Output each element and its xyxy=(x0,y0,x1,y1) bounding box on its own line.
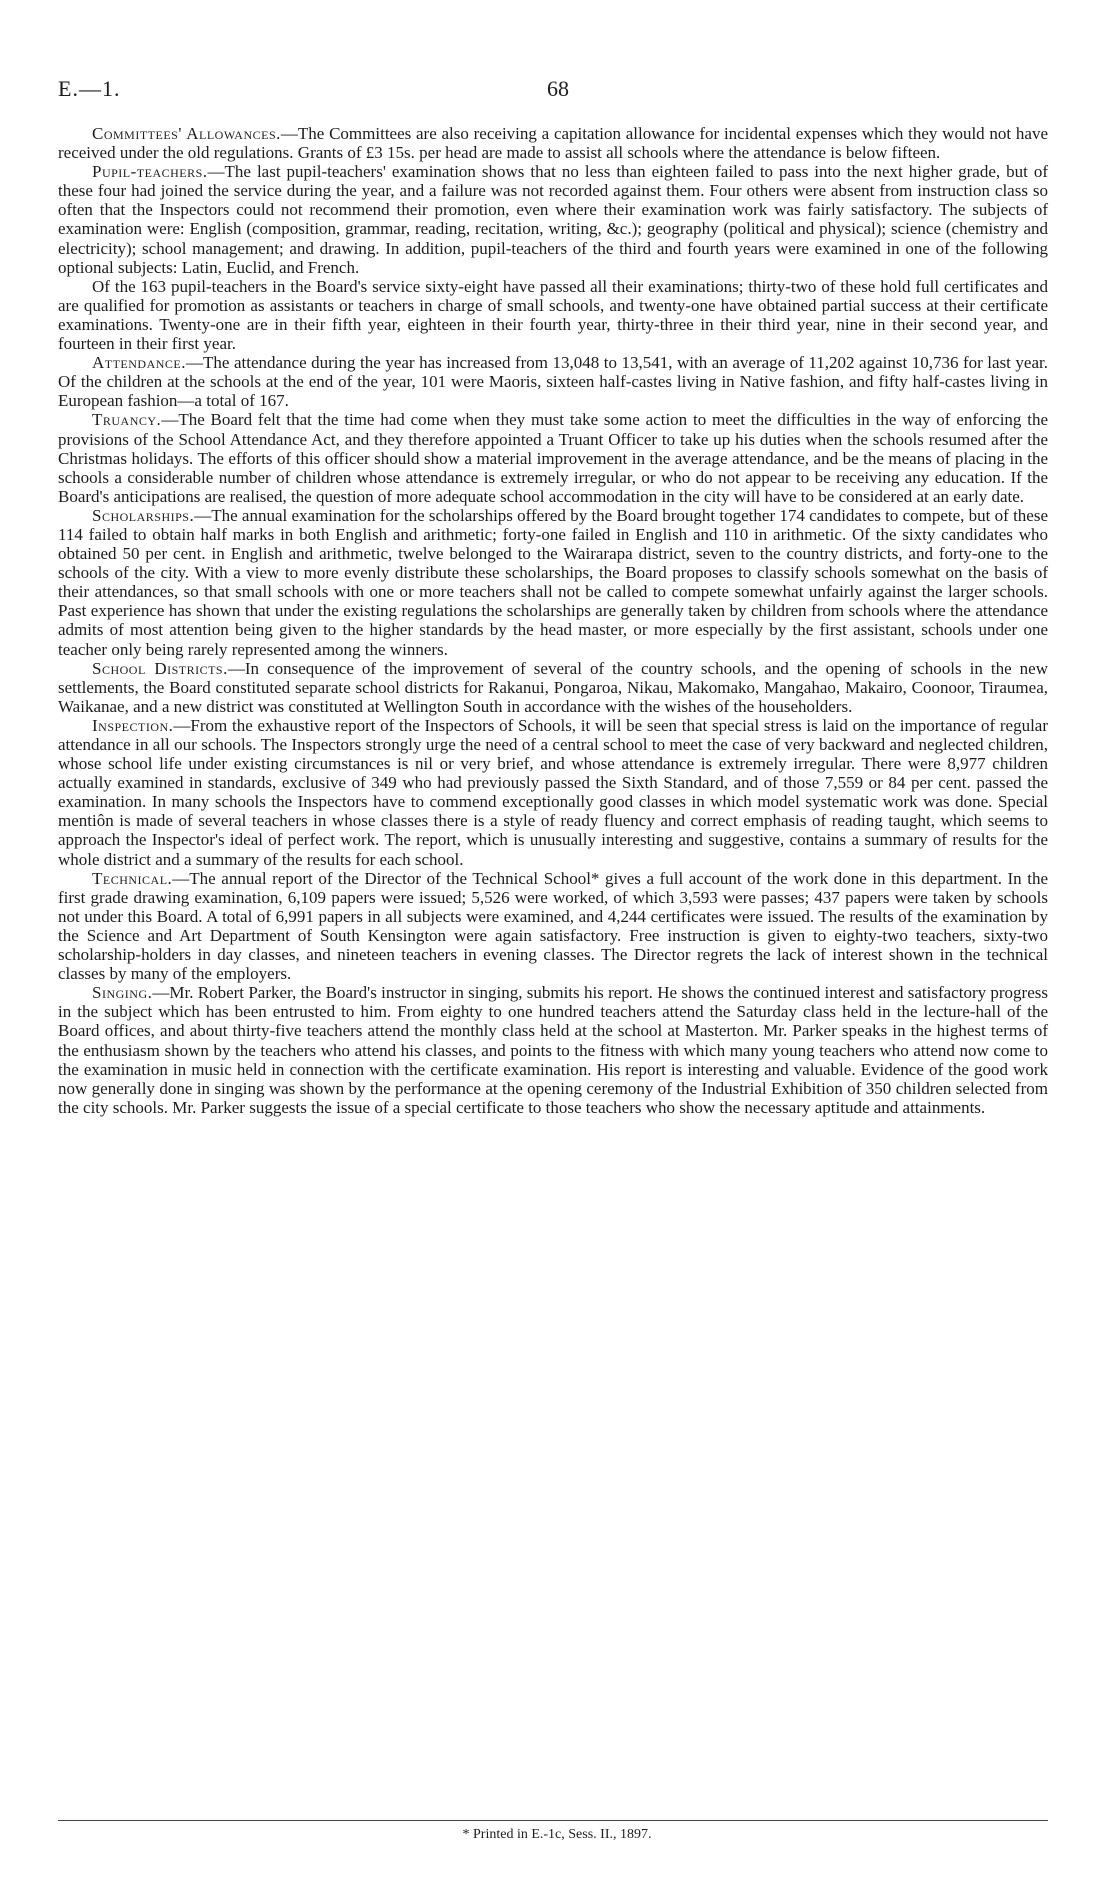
paragraph-text: —The attendance during the year has increased from 13,048 to 13,541, with an average of 11,202 against 10,736 for last year. Of the children at the schools at the end of the year, 101 were Maoris, sixteen half-castes living in Native fashion, and fifty half-castes living in European fashion—a total of 167. xyxy=(58,353,1048,411)
paragraph-heading: Scholarships. xyxy=(92,505,195,525)
paragraph-committees-allowances xyxy=(58,124,1048,162)
body-text xyxy=(58,124,1048,1117)
footnote-divider xyxy=(58,1820,1048,1821)
paragraph-heading: Singing. xyxy=(92,983,153,1003)
paragraph-heading: Inspection. xyxy=(92,715,174,735)
paragraph-heading: Attendance. xyxy=(92,353,187,373)
paragraph-text: —Mr. Robert Parker, the Board's instructor in singing, submits his report. He shows the continued interest and satisfactory progress in the subject which has been entrusted to him. From eighty to one hundred teachers attend the Saturday class held in the lecture-hall of the Board offices, and about thirty-five teachers attend the monthly class held at the school at Masterton. Mr. Parker speaks in the highest terms of the enthusiasm shown by the teachers who attend his classes, and points to the fitness with which many young teachers who attend now come to the examination in music held in connection with the certificate examination. His report is interesting and valuable. Evidence of the good work now generally done in singing was shown by the performance at the opening ceremony of the Industrial Exhibition of 350 children selected from the city schools. Mr. Parker suggests the issue of a special certificate to those teachers who show the necessary aptitude and attainments. xyxy=(58,983,1048,1117)
document-reference: E.—1. xyxy=(58,76,121,101)
paragraph-singing xyxy=(58,983,1048,1117)
paragraph-heading: Truancy. xyxy=(92,410,162,430)
paragraph-text: —The annual report of the Director of the Technical School* gives a full account of the work done in this department. In the first grade drawing examination, 6,109 papers were issued; 5,526 were worked, of which 3,593 were passes; 437 papers were taken by schools not under this Board. A total of 6,991 papers in all subjects were examined, and 4,244 certificates were issued. The results of the examination by the Science and Art Department of South Kensington were again satisfactory. Free instruction is given to eighty-two teachers, sixty-two scholarship-holders in day classes, and nineteen teachers in evening classes. The Director regrets the lack of interest shown in the technical classes by many of the employers. xyxy=(58,868,1048,984)
paragraph-text: —The last pupil-teachers' examination shows that no less than eighteen failed to pass into the next higher grade, but of these four had joined the service during the year, and a failure was not recorded against them. Four others were absent from instruction class so often that the Inspectors could not recommend their promotion, even where their examination work was fairly satisfactory. The subjects of examination were: English (composition, grammar, reading, recitation, writing, &c.); geography (political and physical); science (chemistry and electricity); school management; and drawing. In addition, pupil-teachers of the third and fourth years were examined in one of the following optional subjects: Latin, Euclid, and French. xyxy=(58,162,1048,277)
paragraph-attendance xyxy=(58,353,1048,410)
paragraph-heading: Technical. xyxy=(92,868,173,888)
page-header xyxy=(0,76,1114,106)
paragraph-pupil-teacher-results xyxy=(58,277,1048,353)
paragraph-pupil-teachers xyxy=(58,162,1048,277)
footnote: * Printed in E.-1c, Sess. II., 1897. xyxy=(462,1827,652,1842)
paragraph-inspection xyxy=(58,716,1048,869)
paragraph-heading: School Districts. xyxy=(92,658,228,678)
paragraph-text: —The Board felt that the time had come when they must take some action to meet the difficulties in the way of enforcing the provisions of the School Attendance Act, and they therefore appointed a Truant Officer to take up his duties when the schools resumed after the Christmas holidays. The efforts of this officer should show a material improvement in the average attendance, and be the means of placing in the schools a considerable number of children whose attendance is extremely irregular, or who do not appear to be receiving any education. If the Board's anticipations are realised, the question of more adequate school accommodation in the city will have to be considered at an early date. xyxy=(58,410,1048,506)
page-number: 68 xyxy=(547,76,569,101)
paragraph-heading: Committees' Allowances. xyxy=(92,124,281,143)
paragraph-technical xyxy=(58,869,1048,984)
paragraph-school-districts xyxy=(58,659,1048,716)
paragraph-heading: Pupil-teachers. xyxy=(92,162,208,182)
paragraph-text: —From the exhaustive report of the Inspectors of Schools, it will be seen that special stress is laid on the importance of regular attendance in all our schools. The Inspectors strongly urge the need of a central school to meet the case of very backward and neglected children, whose school life under existing circumstances is nil or very brief, and whose attendance is extremely irregular. There were 8,977 children actually examined in standards, exclusive of 349 who had previously passed the Sixth Standard, and of those 7,559 or 84 per cent. passed the examination. In many schools the Inspectors have to commend exceptionally good classes in which model systematic work was done. Special mentiôn is made of several teachers in whose classes there is a style of ready fluency and correct emphasis of reading taught, which seems to approach the Inspector's ideal of perfect work. The report, which is unusually interesting and suggestive, contains a summary of results for the whole district and a summary of the results for each school. xyxy=(58,715,1048,869)
paragraph-text: —The annual examination for the scholarships offered by the Board brought together 174 candidates to compete, but of these 114 failed to obtain half marks in both English and arithmetic; forty-one failed in English and 110 in arithmetic. Of the sixty candidates who obtained 50 per cent. in English and arithmetic, twelve belonged to the Wairarapa district, seven to the country districts, and forty-one to the schools of the city. With a view to more evenly distribute these scholarships, the Board proposes to classify schools somewhat on the basis of their attendances, so that small schools with one or more teachers shall not be called to compete somewhat unfairly against the larger schools. Past experience has shown that under the existing regulations the scholarships are generally taken by children from schools where the attendance admits of most attention being given to the higher standards by the head master, or more especially by the first assistant, schools under one teacher only being rarely represented among the winners. xyxy=(58,505,1048,659)
paragraph-scholarships xyxy=(58,506,1048,659)
paragraph-text: —The Committees are also receiving a capitation allowance for incidental expenses which they would not have received under the old regulations. Grants of £3 15s. per head are made to assist all schools where the attendance is below fifteen. xyxy=(58,124,1048,163)
paragraph-text: —In consequence of the improvement of several of the country schools, and the opening of schools in the new settlements, the Board constituted separate school districts for Rakanui, Pongaroa, Nikau, Makomako, Mangahao, Makairo, Coonoor, Tiraumea, Waikanae, and a new district was constituted at Wellington South in accordance with the wishes of the householders. xyxy=(58,658,1048,716)
paragraph-text: Of the 163 pupil-teachers in the Board's service sixty-eight have passed all their examinations; thirty-two of these hold full certificates and are qualified for promotion as assistants or teachers in charge of small schools, and twenty-one have obtained partial success at their certificate examinations. Twenty-one are in their fifth year, eighteen in their fourth year, thirty-three in their third year, nine in their second year, and fourteen in their first year. xyxy=(58,276,1048,354)
paragraph-truancy xyxy=(58,410,1048,505)
